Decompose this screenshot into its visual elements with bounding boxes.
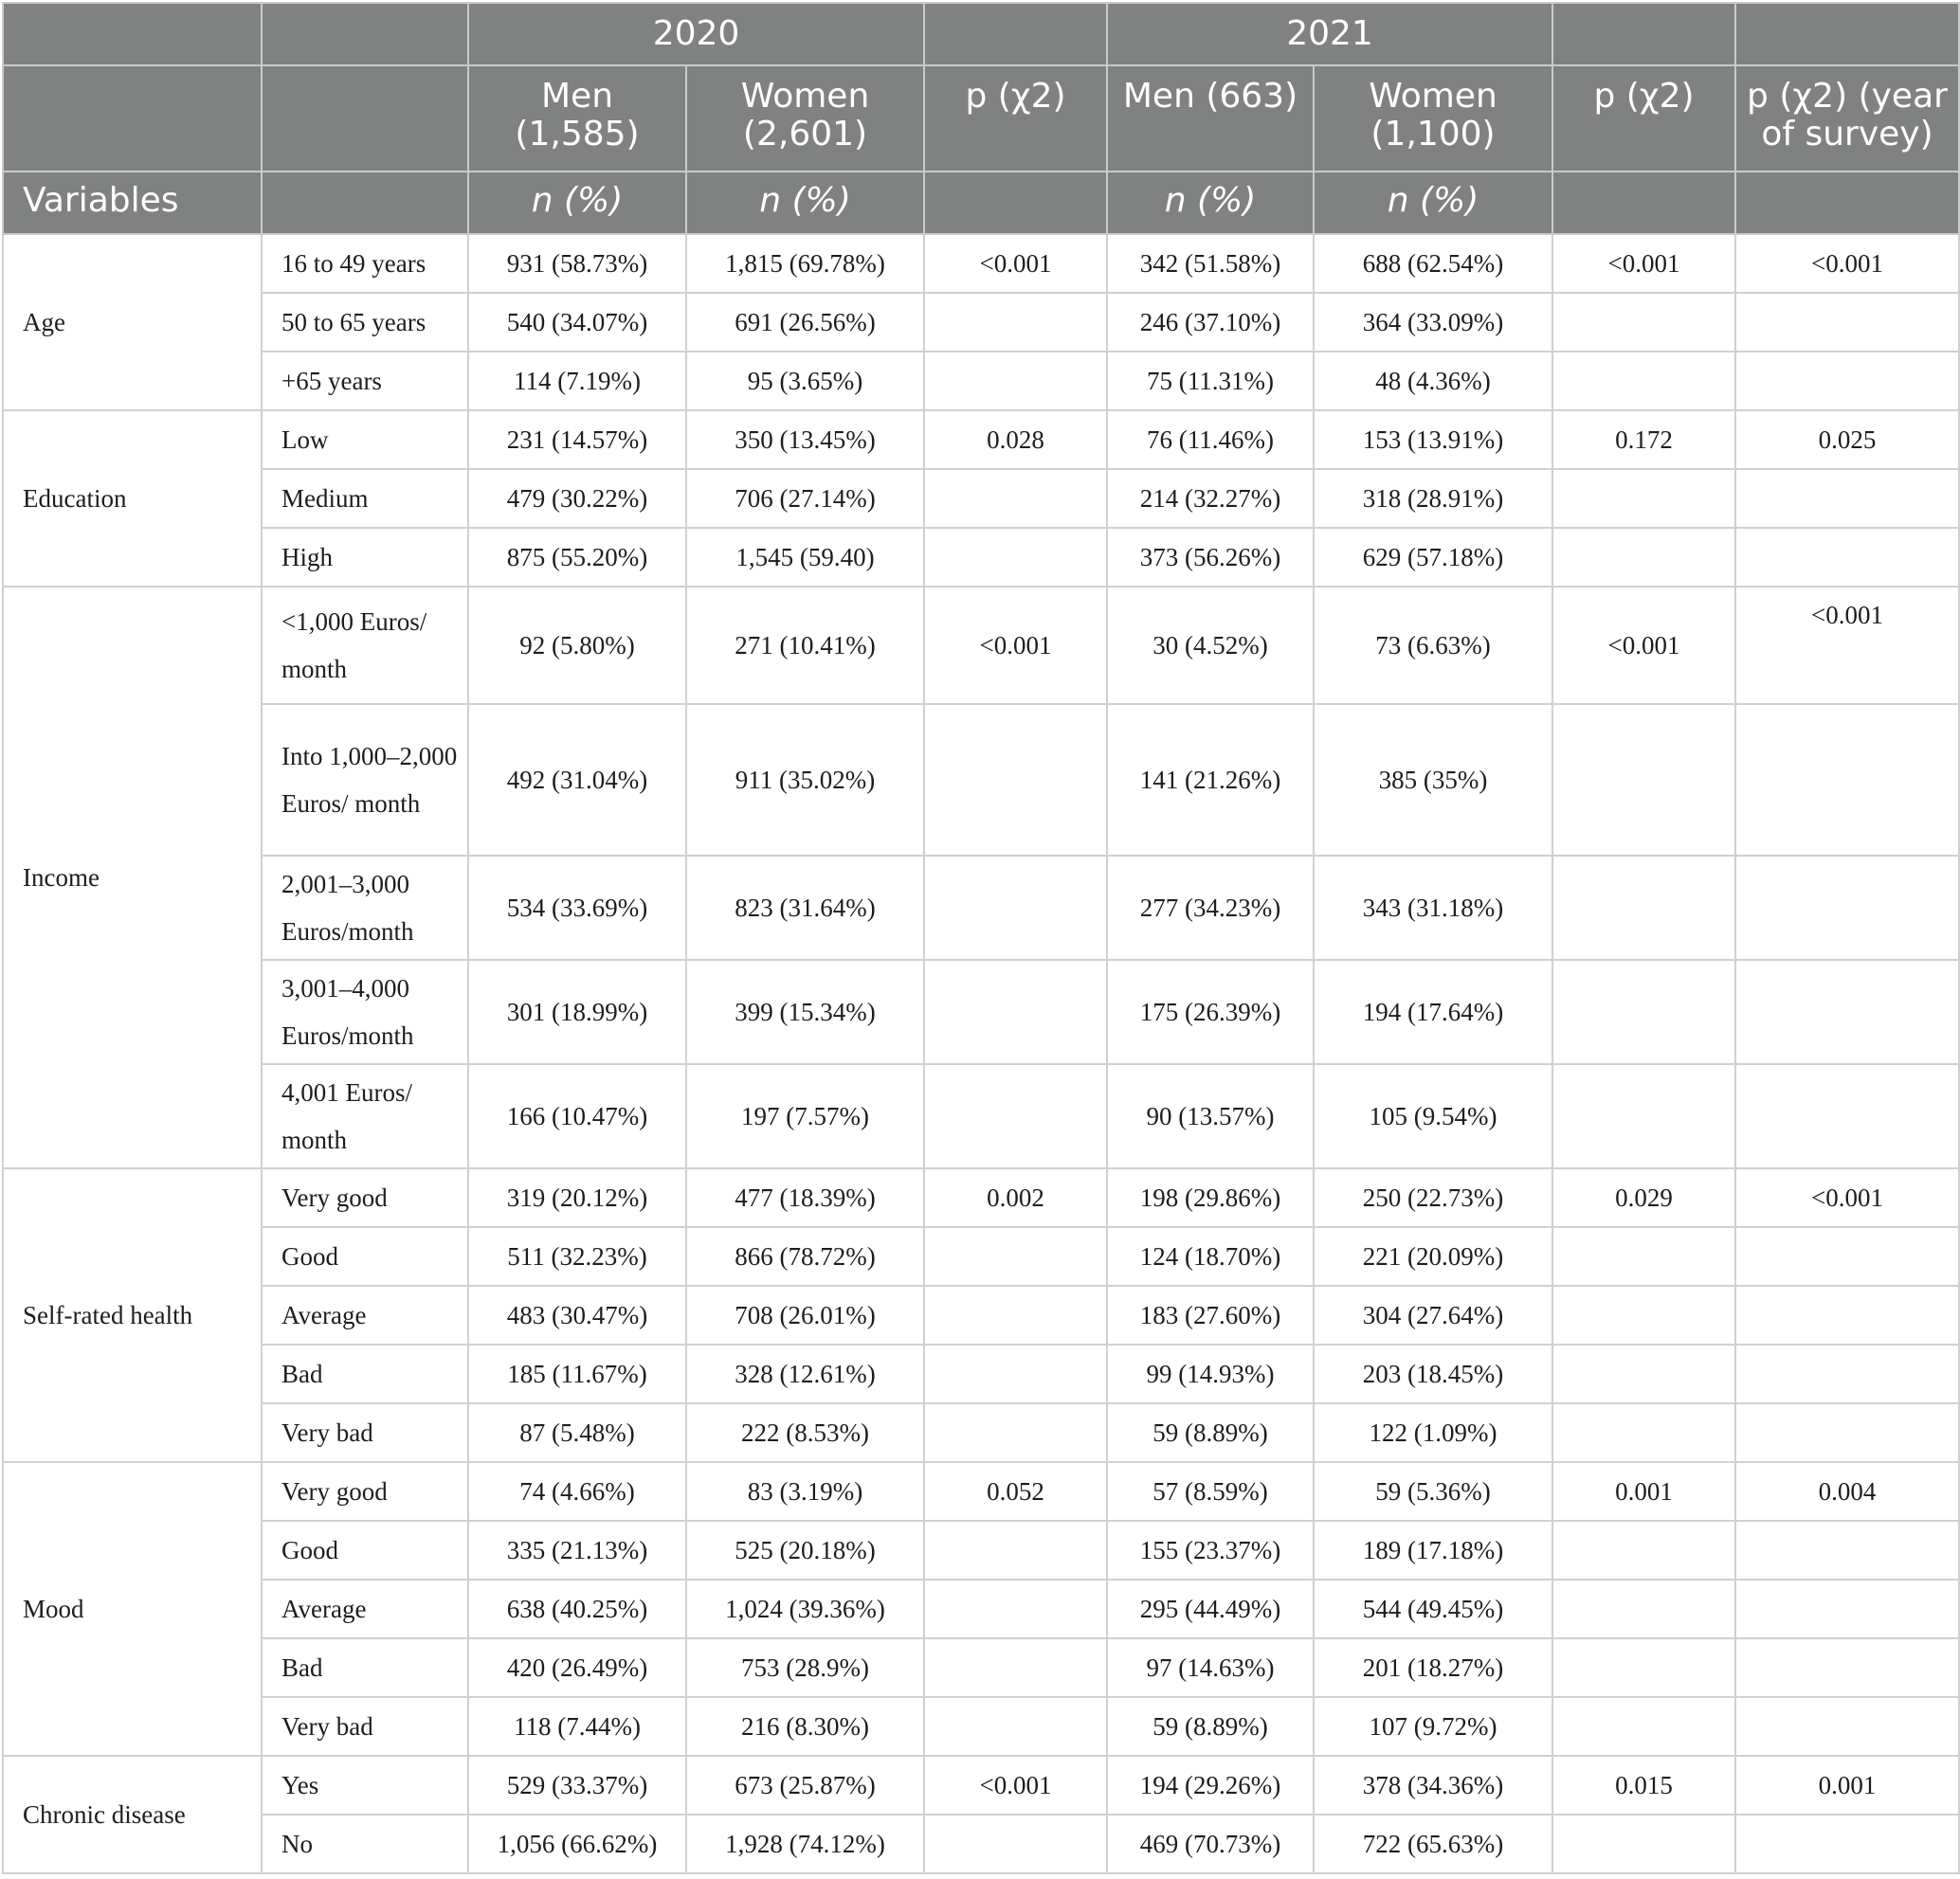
cell-p-year: [1735, 1521, 1959, 1580]
cell-women-2020: 691 (26.56%): [686, 293, 924, 352]
table-row: [3, 587, 1959, 704]
category-cell: Bad: [262, 1638, 468, 1697]
cell-men-2021: 277 (34.23%): [1107, 856, 1314, 960]
cell-p-2021: 0.029: [1552, 1168, 1735, 1227]
cell-p-2021: [1552, 469, 1735, 528]
variable-income: Income: [3, 587, 262, 1168]
cell-men-2021: 175 (26.39%): [1107, 960, 1314, 1064]
cell-p-2021: [1552, 960, 1735, 1064]
cell-men-2021: 214 (32.27%): [1107, 469, 1314, 528]
cell-p-2020: [924, 469, 1107, 528]
header-empty: [1735, 3, 1959, 65]
cell-men-2021: 246 (37.10%): [1107, 293, 1314, 352]
category-cell: Good: [262, 1521, 468, 1580]
cell-p-2021: [1552, 1815, 1735, 1873]
cell-p-2020: [924, 1227, 1107, 1286]
cell-men-2021: 59 (8.89%): [1107, 1697, 1314, 1756]
cell-men-2021: 141 (21.26%): [1107, 704, 1314, 856]
header-row-units: [3, 172, 1959, 234]
header-empty: [1552, 172, 1735, 234]
cell-men-2020: 479 (30.22%): [468, 469, 686, 528]
table-row: [3, 1345, 1959, 1403]
cell-p-2020: [924, 293, 1107, 352]
cell-women-2021: 107 (9.72%): [1314, 1697, 1552, 1756]
cell-p-2021: [1552, 1580, 1735, 1638]
cell-women-2021: 304 (27.64%): [1314, 1286, 1552, 1345]
cell-p-2020: <0.001: [924, 234, 1107, 293]
cell-p-year: [1735, 1815, 1959, 1873]
category-cell: 3,001–4,000 Euros/month: [262, 960, 468, 1064]
cell-women-2021: 378 (34.36%): [1314, 1756, 1552, 1815]
cell-women-2021: 544 (49.45%): [1314, 1580, 1552, 1638]
table-row: [3, 1697, 1959, 1756]
cell-p-year: 0.025: [1735, 410, 1959, 469]
cell-men-2021: 342 (51.58%): [1107, 234, 1314, 293]
header-p-year: p (χ2) (year of survey): [1735, 65, 1959, 172]
table-body: [3, 234, 1959, 1873]
cell-women-2020: 753 (28.9%): [686, 1638, 924, 1697]
cell-p-2021: [1552, 1403, 1735, 1462]
category-cell: Average: [262, 1580, 468, 1638]
cell-p-year: [1735, 352, 1959, 410]
cell-women-2021: 343 (31.18%): [1314, 856, 1552, 960]
cell-men-2021: 97 (14.63%): [1107, 1638, 1314, 1697]
variable-education: Education: [3, 410, 262, 587]
header-empty: [3, 65, 262, 172]
header-men-2021: Men (663): [1107, 65, 1314, 172]
cell-p-2020: 0.002: [924, 1168, 1107, 1227]
cell-p-2020: [924, 960, 1107, 1064]
cell-men-2021: 59 (8.89%): [1107, 1403, 1314, 1462]
table-row: [3, 856, 1959, 960]
category-cell: Bad: [262, 1345, 468, 1403]
cell-p-2020: [924, 352, 1107, 410]
category-cell: High: [262, 528, 468, 587]
header-row-groups: [3, 65, 1959, 172]
cell-p-2021: [1552, 704, 1735, 856]
header-men-2020: Men (1,585): [468, 65, 686, 172]
cell-women-2020: 197 (7.57%): [686, 1064, 924, 1168]
table-row: [3, 1403, 1959, 1462]
category-cell: 50 to 65 years: [262, 293, 468, 352]
cell-p-year: 0.001: [1735, 1756, 1959, 1815]
table-row: [3, 1462, 1959, 1521]
cell-p-year: [1735, 1286, 1959, 1345]
cell-men-2021: 194 (29.26%): [1107, 1756, 1314, 1815]
cell-women-2021: 203 (18.45%): [1314, 1345, 1552, 1403]
cell-p-2020: [924, 528, 1107, 587]
cell-women-2020: 271 (10.41%): [686, 587, 924, 704]
cell-men-2021: 90 (13.57%): [1107, 1064, 1314, 1168]
cell-women-2021: 722 (65.63%): [1314, 1815, 1552, 1873]
cell-p-2020: [924, 1638, 1107, 1697]
cell-women-2020: 673 (25.87%): [686, 1756, 924, 1815]
cell-women-2021: 122 (1.09%): [1314, 1403, 1552, 1462]
header-women-2020: Women (2,601): [686, 65, 924, 172]
variable-chronic-disease: Chronic disease: [3, 1756, 262, 1873]
cell-men-2021: 99 (14.93%): [1107, 1345, 1314, 1403]
table-header: [3, 3, 1959, 234]
header-empty: [924, 172, 1107, 234]
cell-women-2021: 48 (4.36%): [1314, 352, 1552, 410]
cell-men-2020: 875 (55.20%): [468, 528, 686, 587]
cell-p-year: [1735, 856, 1959, 960]
header-p-2020: p (χ2): [924, 65, 1107, 172]
cell-p-year: [1735, 1345, 1959, 1403]
cell-women-2021: 385 (35%): [1314, 704, 1552, 856]
cell-p-2020: [924, 1815, 1107, 1873]
cell-p-year: [1735, 469, 1959, 528]
cell-women-2020: 525 (20.18%): [686, 1521, 924, 1580]
cell-p-2021: [1552, 1638, 1735, 1697]
cell-men-2021: 155 (23.37%): [1107, 1521, 1314, 1580]
category-cell: Good: [262, 1227, 468, 1286]
header-women-2021: Women (1,100): [1314, 65, 1552, 172]
cell-women-2020: 706 (27.14%): [686, 469, 924, 528]
cell-p-2021: [1552, 1521, 1735, 1580]
cell-women-2021: 59 (5.36%): [1314, 1462, 1552, 1521]
header-empty: [262, 65, 468, 172]
cell-women-2020: 1,928 (74.12%): [686, 1815, 924, 1873]
table-row: [3, 1638, 1959, 1697]
category-cell: No: [262, 1815, 468, 1873]
cell-women-2020: 823 (31.64%): [686, 856, 924, 960]
cell-men-2020: 638 (40.25%): [468, 1580, 686, 1638]
cell-p-2021: [1552, 1227, 1735, 1286]
cell-men-2020: 166 (10.47%): [468, 1064, 686, 1168]
cell-p-2020: [924, 1697, 1107, 1756]
cell-p-year: <0.001: [1735, 1168, 1959, 1227]
cell-men-2021: 373 (56.26%): [1107, 528, 1314, 587]
header-year-2021: 2021: [1107, 3, 1552, 65]
cell-men-2021: 295 (44.49%): [1107, 1580, 1314, 1638]
cell-p-2020: [924, 856, 1107, 960]
cell-men-2021: 198 (29.86%): [1107, 1168, 1314, 1227]
cell-men-2020: 335 (21.13%): [468, 1521, 686, 1580]
cell-p-2021: 0.001: [1552, 1462, 1735, 1521]
cell-men-2020: 540 (34.07%): [468, 293, 686, 352]
cell-men-2020: 931 (58.73%): [468, 234, 686, 293]
header-empty: [3, 3, 262, 65]
cell-p-2020: 0.028: [924, 410, 1107, 469]
table-row: [3, 352, 1959, 410]
category-cell: Very good: [262, 1462, 468, 1521]
category-cell: 2,001–3,000 Euros/month: [262, 856, 468, 960]
header-empty: [1552, 3, 1735, 65]
table-row: [3, 1168, 1959, 1227]
cell-men-2021: 76 (11.46%): [1107, 410, 1314, 469]
cell-p-2020: [924, 1286, 1107, 1345]
header-row-years: [3, 3, 1959, 65]
cell-women-2021: 153 (13.91%): [1314, 410, 1552, 469]
header-empty: [262, 172, 468, 234]
cell-men-2020: 301 (18.99%): [468, 960, 686, 1064]
table-row: [3, 960, 1959, 1064]
cell-men-2020: 118 (7.44%): [468, 1697, 686, 1756]
category-cell: Yes: [262, 1756, 468, 1815]
cell-men-2020: 483 (30.47%): [468, 1286, 686, 1345]
cell-women-2021: 201 (18.27%): [1314, 1638, 1552, 1697]
cell-women-2020: 95 (3.65%): [686, 352, 924, 410]
cell-women-2020: 83 (3.19%): [686, 1462, 924, 1521]
cell-p-2021: 0.172: [1552, 410, 1735, 469]
header-empty: [924, 3, 1107, 65]
table-row: [3, 410, 1959, 469]
cell-women-2021: 73 (6.63%): [1314, 587, 1552, 704]
table-row: [3, 1227, 1959, 1286]
cell-p-2020: [924, 1345, 1107, 1403]
category-cell: 4,001 Euros/ month: [262, 1064, 468, 1168]
variable-age: Age: [3, 234, 262, 410]
category-cell: Low: [262, 410, 468, 469]
cell-women-2021: 318 (28.91%): [1314, 469, 1552, 528]
cell-p-year: 0.004: [1735, 1462, 1959, 1521]
cell-p-2021: <0.001: [1552, 587, 1735, 704]
cell-women-2020: 866 (78.72%): [686, 1227, 924, 1286]
category-cell: <1,000 Euros/ month: [262, 587, 468, 704]
cell-p-year: [1735, 1064, 1959, 1168]
cell-p-2020: [924, 1064, 1107, 1168]
cell-p-2021: [1552, 1697, 1735, 1756]
cell-men-2020: 420 (26.49%): [468, 1638, 686, 1697]
header-unit: n (%): [468, 172, 686, 234]
variable-self-rated-health: Self-rated health: [3, 1168, 262, 1462]
cell-men-2021: 183 (27.60%): [1107, 1286, 1314, 1345]
cell-men-2020: 114 (7.19%): [468, 352, 686, 410]
cell-p-2021: [1552, 528, 1735, 587]
table-row: [3, 1286, 1959, 1345]
header-unit: n (%): [686, 172, 924, 234]
cell-men-2020: 87 (5.48%): [468, 1403, 686, 1462]
cell-men-2020: 511 (32.23%): [468, 1227, 686, 1286]
cell-men-2020: 529 (33.37%): [468, 1756, 686, 1815]
cell-p-2021: [1552, 1286, 1735, 1345]
cell-women-2020: 1,545 (59.40): [686, 528, 924, 587]
header-variables: Variables: [3, 172, 262, 234]
header-p-2021: p (χ2): [1552, 65, 1735, 172]
cell-women-2021: 629 (57.18%): [1314, 528, 1552, 587]
cell-men-2021: 469 (70.73%): [1107, 1815, 1314, 1873]
cell-women-2021: 364 (33.09%): [1314, 293, 1552, 352]
cell-p-2021: [1552, 293, 1735, 352]
cell-women-2020: 399 (15.34%): [686, 960, 924, 1064]
variable-mood: Mood: [3, 1462, 262, 1756]
cell-p-year: [1735, 293, 1959, 352]
table-row: [3, 704, 1959, 856]
cell-p-2020: [924, 1521, 1107, 1580]
table-row: [3, 1521, 1959, 1580]
table-row: [3, 1580, 1959, 1638]
cell-p-year: [1735, 1227, 1959, 1286]
cell-men-2021: 75 (11.31%): [1107, 352, 1314, 410]
cell-p-2021: [1552, 856, 1735, 960]
table-row: [3, 1815, 1959, 1873]
cell-p-year: [1735, 1403, 1959, 1462]
cell-p-year: [1735, 528, 1959, 587]
cell-women-2020: 328 (12.61%): [686, 1345, 924, 1403]
cell-women-2021: 105 (9.54%): [1314, 1064, 1552, 1168]
header-unit: n (%): [1314, 172, 1552, 234]
cell-men-2020: 231 (14.57%): [468, 410, 686, 469]
cell-women-2020: 350 (13.45%): [686, 410, 924, 469]
cell-p-2021: <0.001: [1552, 234, 1735, 293]
cell-men-2020: 1,056 (66.62%): [468, 1815, 686, 1873]
header-year-2020: 2020: [468, 3, 924, 65]
cell-men-2021: 30 (4.52%): [1107, 587, 1314, 704]
cell-p-year: [1735, 704, 1959, 856]
cell-men-2020: 185 (11.67%): [468, 1345, 686, 1403]
cell-women-2020: 911 (35.02%): [686, 704, 924, 856]
cell-women-2021: 688 (62.54%): [1314, 234, 1552, 293]
cell-women-2021: 221 (20.09%): [1314, 1227, 1552, 1286]
header-empty: [1735, 172, 1959, 234]
cell-women-2021: 250 (22.73%): [1314, 1168, 1552, 1227]
cell-p-2020: [924, 704, 1107, 856]
cell-p-year: <0.001: [1735, 587, 1959, 704]
cell-p-2021: 0.015: [1552, 1756, 1735, 1815]
cell-women-2021: 194 (17.64%): [1314, 960, 1552, 1064]
cell-p-2021: [1552, 1064, 1735, 1168]
cell-women-2020: 216 (8.30%): [686, 1697, 924, 1756]
table-row: [3, 469, 1959, 528]
category-cell: 16 to 49 years: [262, 234, 468, 293]
cell-men-2021: 124 (18.70%): [1107, 1227, 1314, 1286]
header-unit: n (%): [1107, 172, 1314, 234]
category-cell: Very bad: [262, 1403, 468, 1462]
category-cell: Medium: [262, 469, 468, 528]
cell-p-2020: 0.052: [924, 1462, 1107, 1521]
cell-women-2020: 222 (8.53%): [686, 1403, 924, 1462]
cell-women-2020: 708 (26.01%): [686, 1286, 924, 1345]
category-cell: +65 years: [262, 352, 468, 410]
cell-men-2020: 319 (20.12%): [468, 1168, 686, 1227]
cell-women-2021: 189 (17.18%): [1314, 1521, 1552, 1580]
cell-men-2021: 57 (8.59%): [1107, 1462, 1314, 1521]
cell-men-2020: 534 (33.69%): [468, 856, 686, 960]
category-cell: Average: [262, 1286, 468, 1345]
table-row: [3, 528, 1959, 587]
cell-women-2020: 477 (18.39%): [686, 1168, 924, 1227]
category-cell: Very bad: [262, 1697, 468, 1756]
cell-p-year: [1735, 1697, 1959, 1756]
category-cell: Very good: [262, 1168, 468, 1227]
cell-p-2020: [924, 1580, 1107, 1638]
cell-men-2020: 74 (4.66%): [468, 1462, 686, 1521]
cell-men-2020: 492 (31.04%): [468, 704, 686, 856]
cell-women-2020: 1,024 (39.36%): [686, 1580, 924, 1638]
header-empty: [262, 3, 468, 65]
cell-men-2020: 92 (5.80%): [468, 587, 686, 704]
cell-p-2020: [924, 1403, 1107, 1462]
table-row: [3, 234, 1959, 293]
cell-p-year: [1735, 1580, 1959, 1638]
table-row: [3, 1756, 1959, 1815]
table-row: [3, 1064, 1959, 1168]
cell-p-2021: [1552, 352, 1735, 410]
cell-p-2020: <0.001: [924, 1756, 1107, 1815]
cell-women-2020: 1,815 (69.78%): [686, 234, 924, 293]
data-table: [2, 2, 1960, 1874]
cell-p-year: [1735, 1638, 1959, 1697]
table-row: [3, 293, 1959, 352]
cell-p-2020: <0.001: [924, 587, 1107, 704]
category-cell: Into 1,000–2,000 Euros/ month: [262, 704, 468, 856]
cell-p-year: <0.001: [1735, 234, 1959, 293]
cell-p-year: [1735, 960, 1959, 1064]
cell-p-2021: [1552, 1345, 1735, 1403]
